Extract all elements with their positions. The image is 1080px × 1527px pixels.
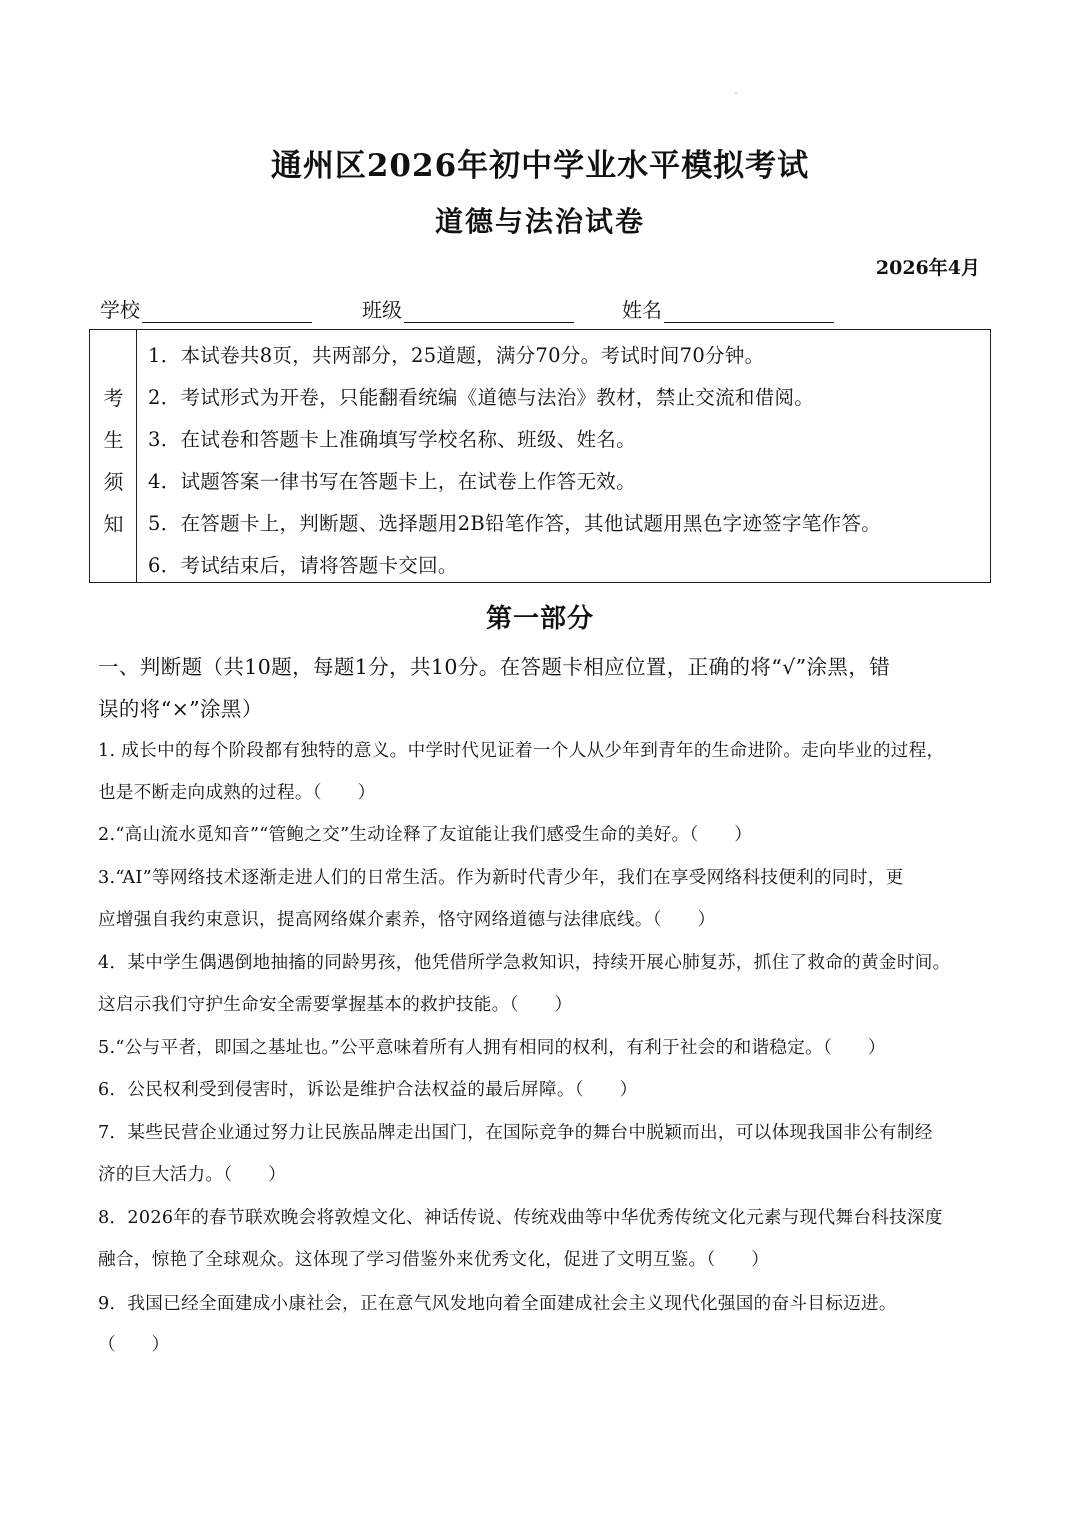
notice-label-char: 须	[103, 470, 124, 494]
class-label: 班级	[362, 298, 402, 322]
name-label: 姓名	[622, 298, 662, 322]
notice-item: 1．本试卷共8页，共两部分，25道题，满分70分。考试时间70分钟。	[148, 344, 765, 367]
question-5: 5.“公与平者，即国之基址也。”公平意味着所有人拥有相同的权利，有利于社会的和谐稳定。（ ）	[98, 1038, 886, 1058]
name-field	[622, 294, 834, 323]
question-8-cont: 融合，惊艳了全球观众。这体现了学习借鉴外来优秀文化，促进了文明互鉴。（ ）	[98, 1250, 770, 1270]
class-blank[interactable]	[404, 298, 574, 323]
notice-item: 3．在试卷和答题卡上准确填写学校名称、班级、姓名。	[148, 428, 636, 451]
school-field	[100, 294, 312, 323]
notice-item: 6．考试结束后，请将答题卡交回。	[148, 554, 458, 577]
question-6: 6．公民权利受到侵害时，诉讼是维护合法权益的最后屏障。（ ）	[98, 1080, 638, 1100]
question-9: 9．我国已经全面建成小康社会，正在意气风发地向着全面建成社会主义现代化强国的奋斗目标迈进。	[98, 1294, 897, 1314]
question-8: 8．2026年的春节联欢晚会将敦煌文化、神话传说、传统戏曲等中华优秀传统文化元素与现代舞台科技深度	[98, 1208, 943, 1228]
name-blank[interactable]	[664, 298, 834, 323]
question-1: 1. 成长中的每个阶段都有独特的意义。中学时代见证着一个人从少年到青年的生命进阶。走向毕业的过程，	[98, 741, 945, 761]
student-info-fields	[100, 294, 1000, 324]
section-heading-cont: 误的将“×”涂黑）	[98, 697, 263, 721]
question-4-cont: 这启示我们守护生命安全需要掌握基本的救护技能。（ ）	[98, 995, 573, 1015]
question-3: 3.“AI”等网络技术逐渐走进人们的日常生活。作为新时代青少年，我们在享受网络科技便利的同时，更	[98, 868, 904, 888]
notice-label-char: 知	[103, 512, 124, 536]
exam-date: 2026年4月	[875, 257, 980, 279]
exam-subtitle: 道德与法治试卷	[434, 205, 645, 238]
question-1-cont: 也是不断走向成熟的过程。（ ）	[98, 783, 376, 803]
notice-item: 5．在答题卡上，判断题、选择题用2B铅笔作答，其他试题用黑色字迹签字笔作答。	[148, 512, 882, 535]
school-blank[interactable]	[142, 298, 312, 323]
section-heading: 一、判断题（共10题，每题1分，共10分。在答题卡相应位置，正确的将“√”涂黑，错	[98, 655, 891, 679]
question-7-cont: 济的巨大活力。（ ）	[98, 1165, 287, 1185]
question-2: 2.“高山流水觅知音”“管鲍之交”生动诠释了友谊能让我们感受生命的美好。（ ）	[98, 825, 753, 845]
notice-label-column	[90, 330, 137, 582]
question-9-cont: （ ）	[98, 1335, 170, 1355]
part-title: 第一部分	[485, 604, 594, 634]
exam-notice-box	[89, 329, 991, 583]
notice-item: 2．考试形式为开卷，只能翻看统编《道德与法治》教材，禁止交流和借阅。	[148, 386, 815, 409]
notice-label-char: 生	[103, 428, 124, 452]
class-field	[362, 294, 574, 323]
notice-label-char: 考	[103, 386, 124, 410]
exam-title: 通州区2026年初中学业水平模拟考试	[270, 148, 810, 184]
question-3-cont: 应增强自我约束意识，提高网络媒介素养，恪守网络道德与法律底线。（ ）	[98, 910, 716, 930]
question-7: 7．某些民营企业通过努力让民族品牌走出国门，在国际竞争的舞台中脱颖而出，可以体现我国非公有制经	[98, 1123, 933, 1143]
question-4: 4．某中学生偶遇倒地抽搐的同龄男孩，他凭借所学急救知识，持续开展心肺复苏，抓住了救命的黄金时间。	[98, 953, 951, 973]
scan-speck	[735, 92, 737, 94]
school-label: 学校	[100, 298, 140, 322]
notice-item: 4．试题答案一律书写在答题卡上，在试卷上作答无效。	[148, 470, 636, 493]
